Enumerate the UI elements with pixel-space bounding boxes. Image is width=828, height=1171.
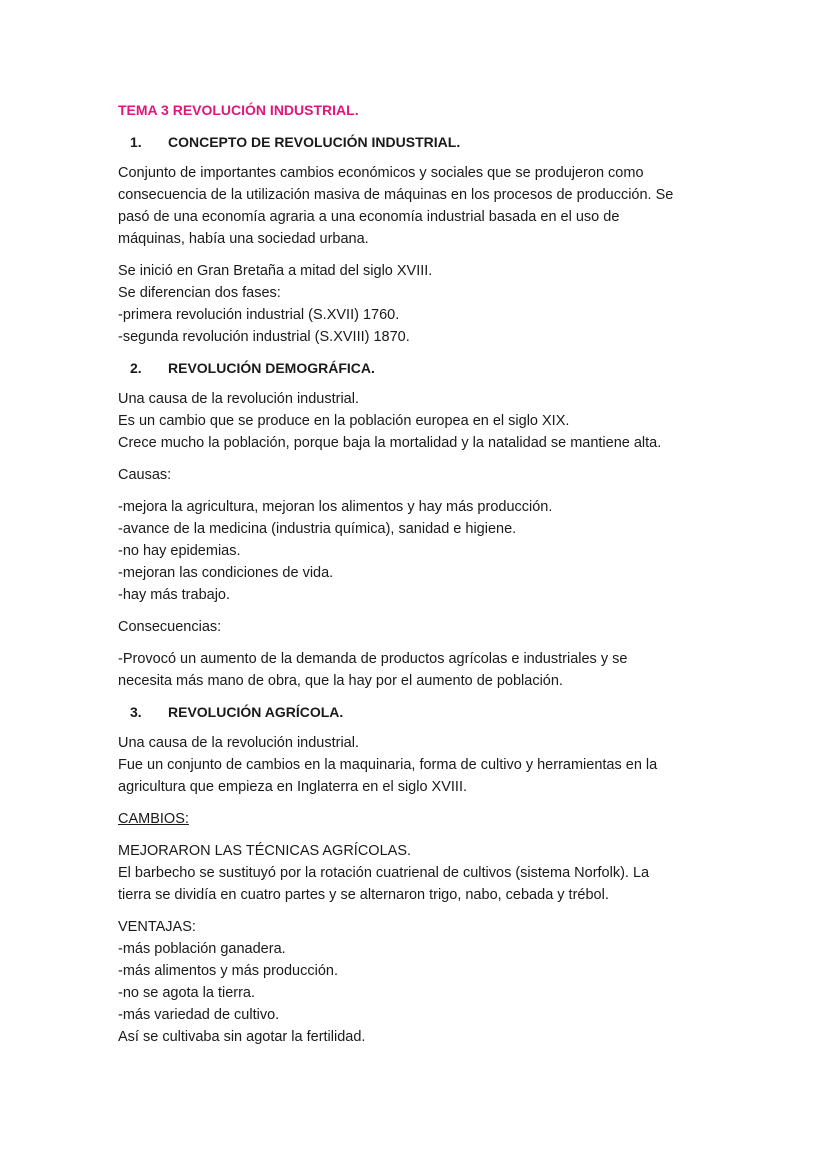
text-line: Fue un conjunto de cambios en la maquinaria, forma de cultivo y herramientas en la — [118, 757, 658, 773]
paragraph — [118, 496, 718, 606]
text-line: -no se agota la tierra. — [118, 985, 256, 1001]
section-heading-2 — [118, 358, 718, 378]
text-line: -Provocó un aumento de la demanda de productos agrícolas e industriales y se — [118, 651, 628, 667]
section-title: CONCEPTO DE REVOLUCIÓN INDUSTRIAL. — [168, 134, 461, 150]
paragraph — [118, 464, 718, 486]
text-line: Causas: — [118, 467, 172, 483]
text-line: -primera revolución industrial (S.XVII) 1760. — [118, 307, 400, 323]
text-line: -hay más trabajo. — [118, 587, 231, 603]
document-body — [118, 100, 718, 1058]
paragraph — [118, 840, 718, 906]
text-line: agricultura que empieza en Inglaterra en el siglo XVIII. — [118, 779, 468, 795]
text-line: Es un cambio que se produce en la población europea en el siglo XIX. — [118, 413, 570, 429]
section-number: 3. — [130, 704, 142, 720]
text-line: Se diferencian dos fases: — [118, 285, 281, 301]
text-line: -segunda revolución industrial (S.XVIII) 1870. — [118, 329, 410, 345]
text-line: Consecuencias: — [118, 619, 222, 635]
text-line: máquinas, había una sociedad urbana. — [118, 231, 369, 247]
section-number: 1. — [130, 134, 142, 150]
text-line: VENTAJAS: — [118, 919, 196, 935]
text-line: -más alimentos y más producción. — [118, 963, 338, 979]
paragraph — [118, 260, 718, 348]
text-line: tierra se dividía en cuatro partes y se alternaron trigo, nabo, cebada y trébol. — [118, 887, 609, 903]
paragraph — [118, 916, 718, 1048]
paragraph — [118, 732, 718, 798]
text-line: Así se cultivaba sin agotar la fertilidad. — [118, 1029, 366, 1045]
section-heading-1 — [118, 132, 718, 152]
text-line: -más variedad de cultivo. — [118, 1007, 280, 1023]
text-line: Una causa de la revolución industrial. — [118, 735, 359, 751]
text-line: -no hay epidemias. — [118, 543, 241, 559]
paragraph — [118, 616, 718, 638]
text-line: Crece mucho la población, porque baja la mortalidad y la natalidad se mantiene alta. — [118, 435, 662, 451]
text-line: consecuencia de la utilización masiva de máquinas en los procesos de producción. Se — [118, 187, 674, 203]
section-title: REVOLUCIÓN DEMOGRÁFICA. — [168, 360, 375, 376]
subheading-paragraph — [118, 808, 718, 830]
text-line: -avance de la medicina (industria química), sanidad e higiene. — [118, 521, 517, 537]
text-line: -mejoran las condiciones de vida. — [118, 565, 334, 581]
paragraph — [118, 388, 718, 454]
text-line: pasó de una economía agraria a una economía industrial basada en el uso de — [118, 209, 620, 225]
text-line: -más población ganadera. — [118, 941, 286, 957]
section-title: REVOLUCIÓN AGRÍCOLA. — [168, 704, 344, 720]
paragraph — [118, 648, 718, 692]
section-number: 2. — [130, 360, 142, 376]
subheading-cambios: CAMBIOS: — [118, 811, 189, 827]
text-line: Una causa de la revolución industrial. — [118, 391, 359, 407]
text-line: MEJORARON LAS TÉCNICAS AGRÍCOLAS. — [118, 843, 412, 859]
text-line: Conjunto de importantes cambios económicos y sociales que se produjeron como — [118, 165, 644, 181]
text-line: Se inició en Gran Bretaña a mitad del siglo XVIII. — [118, 263, 433, 279]
paragraph — [118, 162, 718, 250]
text-line: necesita más mano de obra, que la hay por el aumento de población. — [118, 673, 563, 689]
section-heading-3 — [118, 702, 718, 722]
text-line: -mejora la agricultura, mejoran los alimentos y hay más producción. — [118, 499, 553, 515]
document-title: TEMA 3 REVOLUCIÓN INDUSTRIAL. — [118, 102, 359, 118]
text-line: El barbecho se sustituyó por la rotación cuatrienal de cultivos (sistema Norfolk). La — [118, 865, 650, 881]
